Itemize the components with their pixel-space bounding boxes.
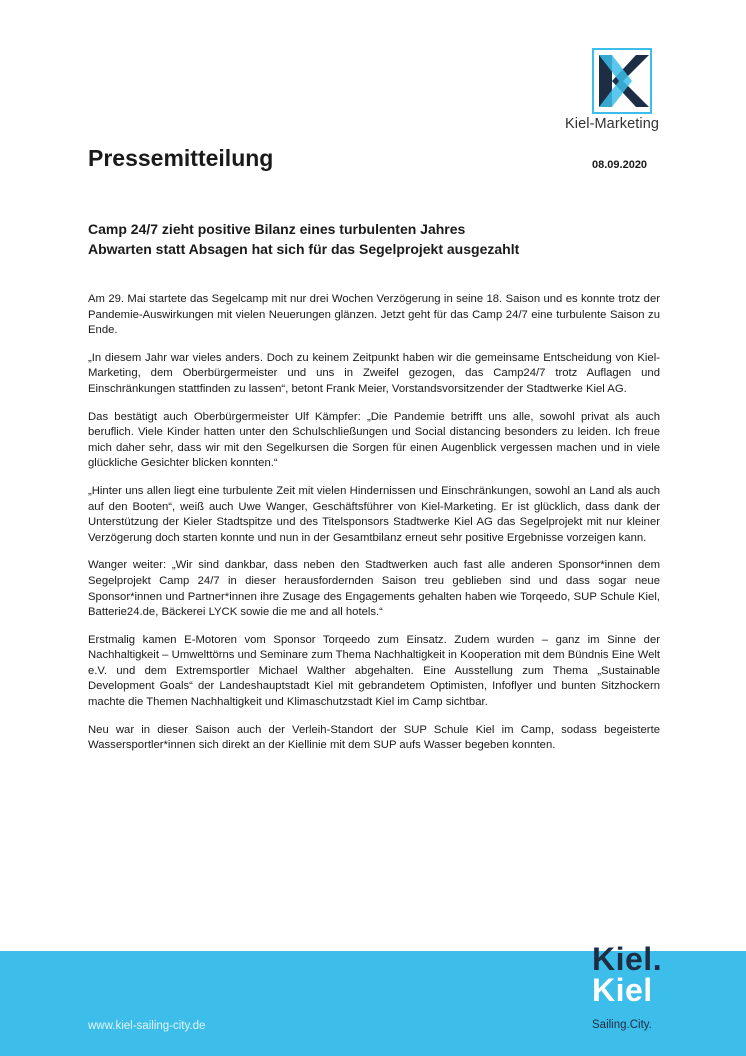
paragraph-1: Am 29. Mai startete das Segelcamp mit nur drei Wochen Verzögerung in seine 18. Saison und es konnte trotz der Pandemie-Auswirkungen mit vielen Neuerungen glänzen. Jetzt geht für das Camp 24/7 eine turbulente Saison zu Ende.: [88, 293, 660, 337]
kiel-logo-tagline: Sailing.City.: [592, 1019, 652, 1031]
paragraph-2: „In diesem Jahr war vieles anders. Doch zu keinem Zeitpunkt haben wir die gemeinsame Entscheidung von Kiel-Marketing, dem Oberbürgermeister und uns in Zweifel gezogen, das Camp24/7 trotz Auflagen und Einschränkungen stattfinden zu lassen“, betont Frank Meier, Vorstandsvorsitzender der Stadtwerke Kiel AG.: [88, 351, 660, 395]
kiel-marketing-logo-icon: [592, 48, 652, 114]
subheadings: [88, 219, 678, 259]
subheading-1: Camp 24/7 zieht positive Bilanz eines turbulenten Jahres: [88, 221, 466, 237]
press-release-body: [88, 292, 660, 766]
release-date: 08.09.2020: [592, 159, 648, 171]
page-title: Pressemitteilung: [88, 145, 274, 171]
footer-url[interactable]: www.kiel-sailing-city.de: [88, 1020, 206, 1032]
kiel-sailing-city-logo: [592, 941, 682, 1008]
subheading-2: Abwarten statt Absagen hat sich für das Segelprojekt ausgezahlt: [88, 241, 520, 257]
kiel-logo-line-2: Kiel: [592, 972, 653, 1008]
kiel-logo-line-1: Kiel.: [592, 941, 663, 977]
paragraph-4: „Hinter uns allen liegt eine turbulente Zeit mit vielen Hindernissen und Einschränkungen, sowohl an Land als auch auf den Booten“, weiß auch Uwe Wanger, Geschäftsführer von Kiel-Marketing. Er ist glücklich, dass dank der Unterstützung der Kieler Stadtspitze und des Titelsponsors Stadtwerke Kiel AG das Segelprojekt mit nur kleiner Verzögerung doch starten konnte und nun in der Gesamtbilanz erneut sehr positive Ergebnisse vorzeigen kann.: [88, 484, 660, 544]
paragraph-5: Wanger weiter: „Wir sind dankbar, dass neben den Stadtwerken auch fast alle anderen Sponsor*innen dem Segelprojekt Camp 24/7 in dieser herausfordernden Saison treu geblieben sind und dass sogar neue Sponsor*innen und Partner*innen ihre Zusage des Engagements gehalten haben wie Torqeedo, SUP Schule Kiel, Batterie24.de, Bäckerei LYCK sowie die me and all hotels.“: [88, 559, 660, 619]
paragraph-6: Erstmalig kamen E-Motoren vom Sponsor Torqeedo zum Einsatz. Zudem wurden – ganz im Sinne der Nachhaltigkeit – Umwelttörns und Seminare zum Thema Nachhaltigkeit in Kooperation mit dem Bündnis Eine Welt e.V. und dem Extremsportler Michael Walther abgehalten. Eine Ausstellung zum Thema „Sustainable Development Goals“ der Landeshauptstadt Kiel mit gebrandetem Optimisten, Infoflyer und bunten Sitzhockern machte die Themen Nachhaltigkeit und Klimaschutzstadt Kiel im Camp sichtbar.: [88, 633, 660, 709]
paragraph-7: Neu war in dieser Saison auch der Verleih-Standort der SUP Schule Kiel im Camp, sodass begeisterte Wassersportler*innen sich direkt an der Kiellinie mit dem SUP aufs Wasser begeben konnten.: [88, 723, 660, 752]
kiel-marketing-logo-text: Kiel-Marketing: [565, 116, 660, 132]
paragraph-3: Das bestätigt auch Oberbürgermeister Ulf Kämpfer: „Die Pandemie betrifft uns alle, sowohl privat als auch beruflich. Viele Kinder hatten unter den Schulschließungen und Social distancing besonders zu leiden. Ich freue mich daher sehr, dass wir mit den Segelkursen die Sorgen für einen Augenblick vergessen machen und in viele glückliche Gesichter blicken konnten.“: [88, 410, 660, 470]
